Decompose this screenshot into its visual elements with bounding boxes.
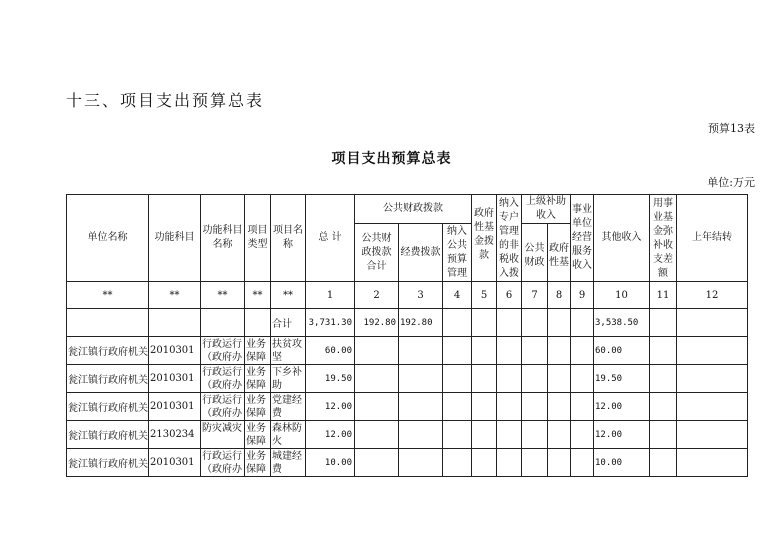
row-other-income: 12.00	[594, 393, 650, 421]
row-other-income: 19.50	[594, 365, 650, 393]
row-total: 19.50	[324, 373, 352, 384]
index-cell: 4	[443, 282, 472, 309]
row-unit: 瓮江镇行政府机关	[68, 403, 148, 414]
row-other-income: 10.00	[594, 449, 650, 477]
header-fund-balance: 用事业基金弥补收支差额	[650, 195, 677, 282]
row-project-type: 业务保障	[246, 338, 266, 363]
row-other-income: 12.00	[594, 421, 650, 449]
header-project-type: 项目类型	[245, 195, 271, 282]
row-project-name: 扶贫攻坚	[272, 338, 302, 363]
row-project-type: 业务保障	[246, 422, 266, 447]
row-func-code: 2010301	[150, 373, 195, 384]
index-cell: **	[201, 282, 245, 309]
total-other-income: 3,538.50	[594, 309, 650, 337]
row-total: 10.00	[324, 457, 352, 468]
unit-label: 单位:万元	[707, 176, 755, 189]
header-func-subject: 功能科目	[149, 195, 201, 282]
index-cell: 7	[522, 282, 548, 309]
row-other-income: 60.00	[594, 337, 650, 365]
header-us-gov: 政府性基	[548, 224, 571, 282]
total-amount: 3,731.30	[306, 309, 355, 337]
row-unit: 瓮江镇行政府机关	[68, 431, 148, 442]
total-pf-expense: 192.80	[399, 309, 443, 337]
header-us-public: 公共财政	[522, 224, 548, 282]
row-total: 12.00	[324, 401, 352, 412]
index-cell: 6	[497, 282, 522, 309]
row-func-name: 行政运行（政府办	[202, 394, 242, 419]
row-func-code: 2010301	[150, 345, 195, 356]
header-pf-included: 纳入公共预算管理	[443, 224, 472, 282]
header-pf-expense: 经费拨款	[399, 224, 443, 282]
table-row	[67, 393, 748, 421]
index-row	[67, 282, 748, 309]
row-func-code: 2130234	[150, 429, 195, 440]
index-cell: 3	[399, 282, 443, 309]
row-project-name: 森林防火	[272, 422, 302, 447]
row-unit: 瓮江镇行政府机关	[68, 347, 148, 358]
table-code: 预算13表	[708, 122, 755, 135]
row-project-type: 业务保障	[246, 450, 266, 475]
index-cell: 10	[594, 282, 650, 309]
table-row	[67, 449, 748, 477]
budget-table	[66, 194, 748, 477]
section-heading: 十三、项目支出预算总表	[66, 91, 265, 110]
row-project-type: 业务保障	[246, 394, 266, 419]
row-func-name: 行政运行（政府办	[202, 366, 242, 391]
row-func-code: 2010301	[150, 401, 195, 412]
row-project-name: 党建经费	[272, 394, 302, 419]
header-gov-fund: 政府性基金拨款	[472, 195, 497, 282]
index-cell: 5	[472, 282, 497, 309]
index-cell: 8	[548, 282, 571, 309]
row-func-code: 2010301	[150, 457, 195, 468]
header-unit-name: 单位名称	[67, 195, 149, 282]
index-cell: 12	[677, 282, 748, 309]
row-func-name: 行政运行（政府办	[202, 338, 242, 363]
header-project-name: 项目名称	[271, 195, 306, 282]
table-row	[67, 421, 748, 449]
index-cell: **	[245, 282, 271, 309]
row-unit: 瓮江镇行政府机关	[68, 375, 148, 386]
table-row	[67, 337, 748, 365]
total-label: 合计	[271, 309, 306, 337]
row-unit: 瓮江镇行政府机关	[68, 459, 148, 470]
header-special-nontax: 纳入专户管理的非税收入拨	[497, 195, 522, 282]
table-row	[67, 365, 748, 393]
header-func-subject-name: 功能科目名称	[201, 195, 245, 282]
header-public-finance: 公共财政拨款	[355, 195, 472, 224]
row-total: 60.00	[324, 345, 352, 356]
header-carryover: 上年结转	[677, 195, 748, 282]
header-upper-subsidy: 上级补助收入	[522, 195, 571, 224]
table-title: 项目支出预算总表	[331, 151, 452, 167]
index-cell: 9	[571, 282, 594, 309]
header-total: 总 计	[306, 195, 355, 282]
row-func-name: 行政运行（政府办	[202, 450, 242, 475]
row-project-type: 业务保障	[246, 366, 266, 391]
header-operating: 事业单位经营服务收入	[571, 195, 594, 282]
index-cell: 2	[355, 282, 399, 309]
row-project-name: 城建经费	[272, 450, 302, 475]
index-cell: 11	[650, 282, 677, 309]
header-pf-total: 公共财政拨款合计	[355, 224, 399, 282]
total-row	[67, 309, 748, 337]
total-pf-total: 192.80	[355, 309, 399, 337]
index-cell: **	[149, 282, 201, 309]
row-total: 12.00	[324, 429, 352, 440]
index-cell: **	[271, 282, 306, 309]
index-cell: 1	[306, 282, 355, 309]
row-project-name: 下乡补助	[272, 366, 302, 391]
header-other-income: 其他收入	[594, 195, 650, 282]
index-cell: **	[67, 282, 149, 309]
row-func-name: 防灾减灾	[202, 422, 242, 434]
